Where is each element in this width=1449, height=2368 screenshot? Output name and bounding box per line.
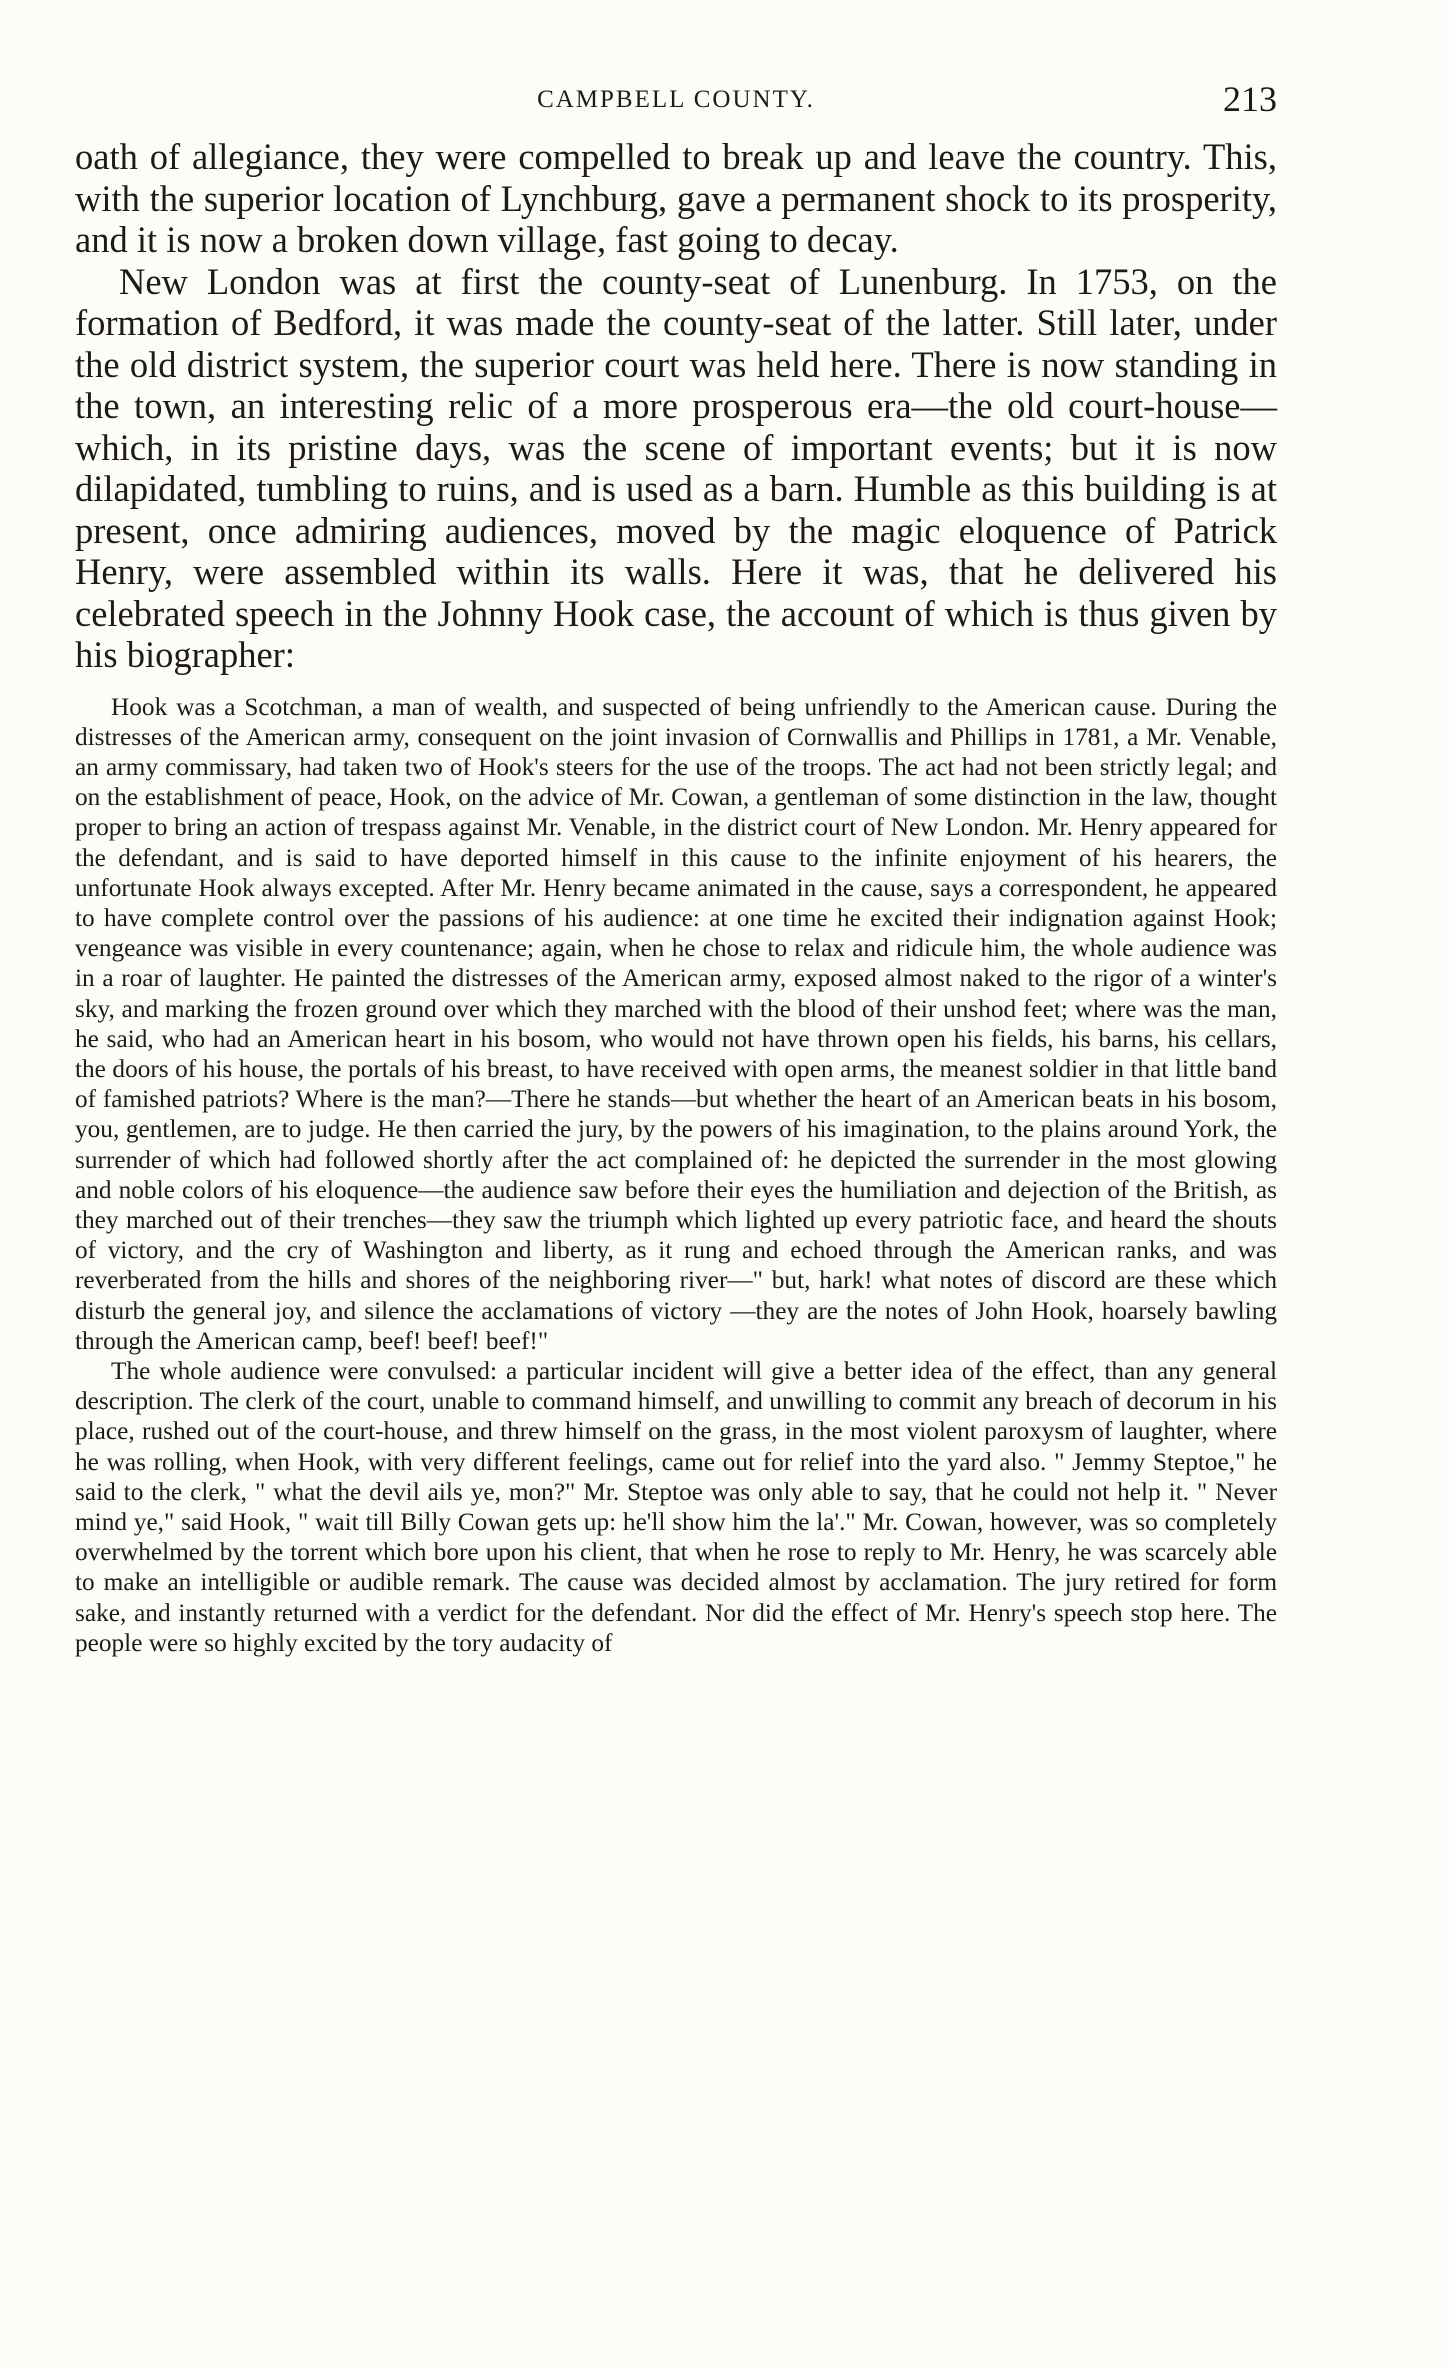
body-paragraph-1: oath of allegiance, they were compelled to break up and leave the country. This, with the superior location of Lynchburg, gave a permanent shock to its prosperity, and it is now a broken down village, fast going to decay.	[75, 136, 1277, 260]
quote-paragraph-1: Hook was a Scotchman, a man of wealth, and suspected of being unfriendly to the American cause. During the distresses of the American army, consequent on the joint invasion of Cornwallis and Phillips in 1781, a Mr. Venable, an army commissary, had taken two of Hook's steers for the use of the troops. The act had not been strictly legal; and on the establishment of peace, Hook, on the advice of Mr. Cowan, a gentleman of some distinction in the law, thought proper to bring an action of trespass against Mr. Venable, in the district court of New London. Mr. Henry appeared for the defendant, and is said to have deported himself in this cause to the infinite enjoyment of his hearers, the unfortunate Hook always excepted. After Mr. Henry became animated in the cause, says a correspondent, he appeared to have complete control over the passions of his audience: at one time he excited their indignation against Hook; vengeance was visible in every countenance; again, when he chose to relax and ridicule him, the whole audience was in a roar of laughter. He painted the distresses of the American army, exposed almost naked to the rigor of a winter's sky, and marking the frozen ground over which they marched with the blood of their unshod feet; where was the man, he said, who had an American heart in his bosom, who would not have thrown open his fields, his barns, his cellars, the doors of his house, the portals of his breast, to have received with open arms, the meanest soldier in that little band of famished patriots? Where is the man?—There he stands—but whether the heart of an American beats in his bosom, you, gentlemen, are to judge. He then carried the jury, by the powers of his imagination, to the plains around York, the surrender of which had followed shortly after the act complained of: he depicted the surrender in the most glowing and noble colors of his eloquence—the audience saw before their eyes the humiliation and dejection of the British, as they marched out of their trenches—they saw the triumph which lighted up every patriotic face, and heard the shouts of victory, and the cry of Washington and liberty, as it rung and echoed through the American ranks, and was reverberated from the hills and shores of the neighboring river—" but, hark! what notes of discord are these which disturb the general joy, and silence the acclamations of victory —they are the notes of John Hook, hoarsely bawling through the American camp, beef! beef! beef!"	[75, 692, 1277, 1355]
running-header	[75, 78, 1277, 118]
running-head-title: CAMPBELL COUNTY.	[537, 86, 815, 113]
block-quote	[75, 692, 1277, 1659]
page	[75, 78, 1277, 1658]
body-paragraph-2: New London was at first the county-seat of Lunenburg. In 1753, on the formation of Bedford, it was made the county-seat of the latter. Still later, under the old district system, the superior court was held here. There is now standing in the town, an interesting relic of a more prosperous era—the old court-house—which, in its pristine days, was the scene of important events; but it is now dilapidated, tumbling to ruins, and is used as a barn. Humble as this building is at present, once admiring audiences, moved by the magic eloquence of Patrick Henry, were assembled within its walls. Here it was, that he delivered his celebrated speech in the Johnny Hook case, the account of which is thus given by his biographer:	[75, 260, 1277, 675]
quote-paragraph-2: The whole audience were convulsed: a particular incident will give a better idea of the effect, than any general description. The clerk of the court, unable to command himself, and unwilling to commit any breach of decorum in his place, rushed out of the court-house, and threw himself on the grass, in the most violent paroxysm of laughter, where he was rolling, when Hook, with very different feelings, came out for relief into the yard also. " Jemmy Steptoe," he said to the clerk, " what the devil ails ye, mon?" Mr. Steptoe was only able to say, that he could not help it. " Never mind ye," said Hook, " wait till Billy Cowan gets up: he'll show him the la'." Mr. Cowan, however, was so completely overwhelmed by the torrent which bore upon his client, that when he rose to reply to Mr. Henry, he was scarcely able to make an intelligible or audible remark. The cause was decided almost by acclamation. The jury retired for form sake, and instantly returned with a verdict for the defendant. Nor did the effect of Mr. Henry's speech stop here. The people were so highly excited by the tory audacity of	[75, 1356, 1277, 1657]
body-text	[75, 136, 1277, 676]
page-number: 213	[1223, 79, 1277, 119]
